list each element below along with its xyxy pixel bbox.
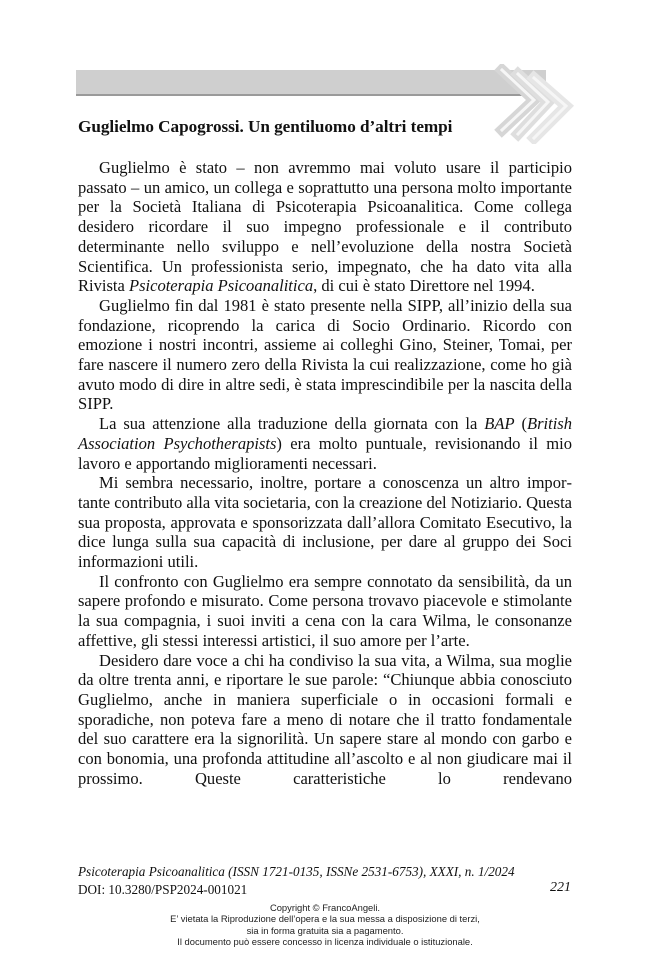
journal-citation: Psicoterapia Psicoanalitica (ISSN 1721-0135, ISSNe 2531-6753), XXXI, n. 1/2024: [78, 864, 515, 879]
paragraph-text: Mi sembra necessario, inoltre, portare a conoscenza un altro importante contributo alla vita societaria, con la creazione del Notiziario. Questa sua proposta, approvata e sponsorizzata dall’allora Comitato Esecutivo, la dice lunga sulla sua capacità di inclusione, per dare al gruppo dei Soci informazioni utili.: [78, 473, 572, 572]
paragraph-text: Il confronto con Guglielmo era sempre connotato da sensibilità, da un sapere profondo e misurato. Come persona trovavo piacevole e stimolante la sua compagnia, i suoi inviti a cena con la cara Wilma, le consonanze affettive, gli stessi interessi artistici, il suo amore per l’arte.: [78, 571, 572, 650]
body-paragraph: [78, 651, 572, 789]
article-title: Guglielmo Capogrossi. Un gentiluomo d’altri tempi: [78, 117, 453, 136]
body-paragraph: [78, 296, 572, 414]
page-number: 221: [550, 880, 571, 895]
body-paragraph: [78, 414, 572, 473]
body-paragraph: [78, 572, 572, 651]
copyright-line: sia in forma gratuita sia a pagamento.: [246, 924, 404, 936]
copyright-line: E’ vietata la Riproduzione dell’opera e la sua messa a disposizione di terzi,: [170, 913, 480, 925]
body-paragraph: [78, 158, 572, 296]
paragraph-text: La sua attenzione alla traduzione della giornata con la: [99, 414, 485, 434]
copyright-line: Copyright © FrancoAngeli.: [269, 902, 381, 913]
body-paragraph: [78, 473, 572, 572]
italic-text: BAP: [484, 414, 515, 434]
chevron-arrows-icon: [494, 64, 578, 144]
paragraph-text: , di cui è stato Direttore nel 1994.: [313, 276, 535, 296]
paragraph-text: Guglielmo fin dal 1981 è stato presente nella SIPP, all’inizio della sua fondazione, ricoprendo la carica di Socio Ordinario. Ricordo con emozione i nostri incontri, assieme ai colleghi Gino, Steiner, Tomai, per fare nascere il numero zero della Rivista la cui realizzazione, come ho già avuto modo di dire in altre sedi, è stata imprescindibile per la nascita della SIPP.: [78, 295, 572, 414]
doi: DOI: 10.3280/PSP2024-001021: [78, 882, 248, 897]
paragraph-text: (: [514, 414, 527, 434]
paragraph-text: Guglielmo è stato – non avremmo mai voluto usare il participio passato – un amico, un collega e soprattutto una persona molto importante per la Società Italiana di Psicoterapia Psicoanalitica. Come collega desidero ricordare il suo impegno professionale e il contributo determinante nello sviluppo e nell’evoluzione della nostra Società Scientifica. Un professionista serio, impegnato, che ha dato vita alla Rivista: [78, 158, 572, 296]
italic-text: British Association Psychotherapists: [78, 414, 573, 453]
copyright-notice: [0, 902, 650, 948]
italic-text: Psicoterapia Psicoanalitica: [128, 276, 314, 296]
paragraph-text: Desidero dare voce a chi ha condiviso la sua vita, a Wilma, sua moglie da oltre trenta anni, e riportare le sue parole: “Chiunque abbia conosciuto Guglielmo, anche in maniera superficiale o in occasioni formali e sporadiche, non poteva fare a meno di notare che il tratto fondamentale del suo carattere era la signorilità. Un sapere stare al mondo con garbo e con bonomia, una profonda attitudine all’ascolto e al non giudicare mai il prossimo. Queste caratteristiche lo rendevano: [78, 650, 572, 788]
copyright-line: Il documento può essere concesso in licenza individuale o istituzionale.: [177, 936, 473, 948]
paragraph-text: ) era molto puntuale, revisionando il mio lavoro e apportando miglioramenti necessari.: [78, 433, 572, 473]
header-band: [76, 70, 546, 96]
article-body: [78, 158, 572, 789]
